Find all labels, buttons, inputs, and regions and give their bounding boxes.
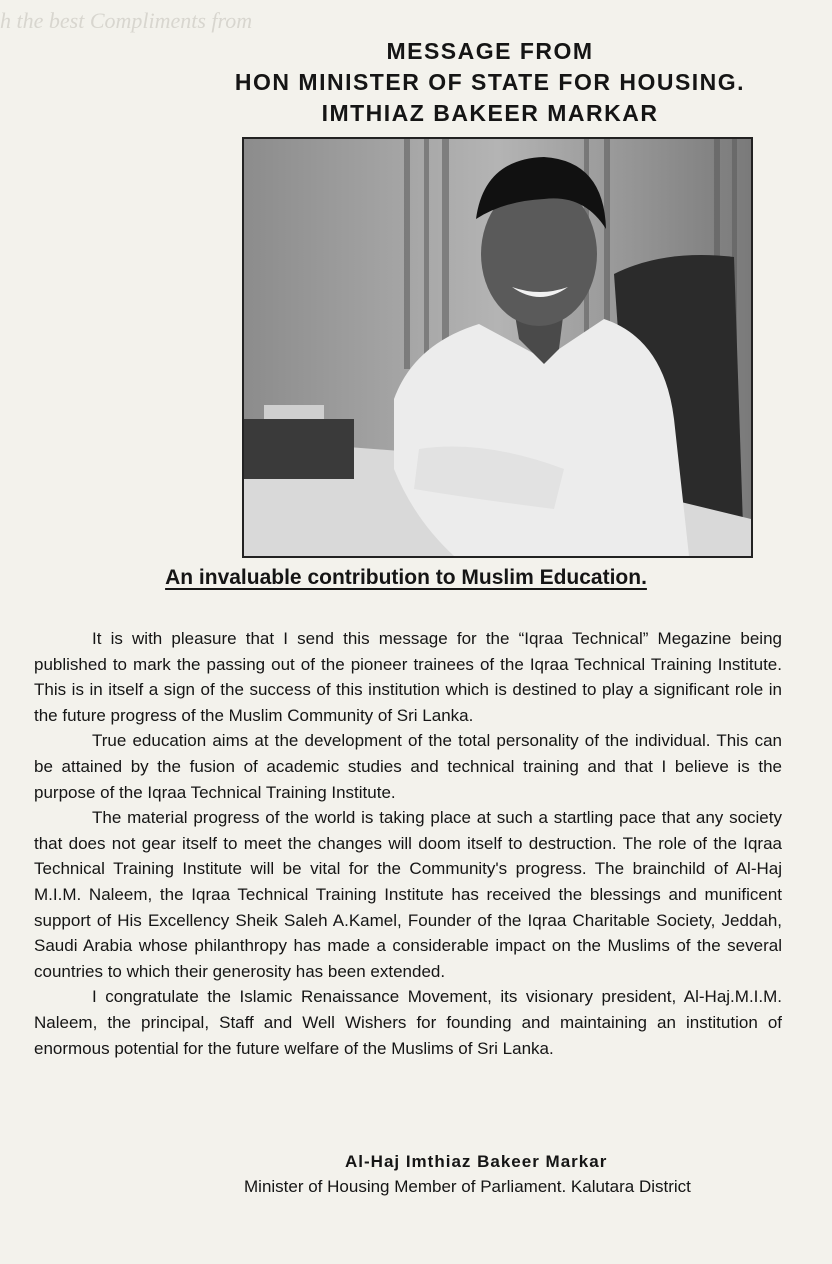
article-subtitle: An invaluable contribution to Muslim Education. [165,566,647,589]
minister-portrait-photo [242,137,753,558]
signatory-name: Al-Haj Imthiaz Bakeer Markar [345,1152,608,1171]
message-body [34,626,782,1061]
header-line-2: HON MINISTER OF STATE FOR HOUSING. [234,69,746,95]
paragraph-4: I congratulate the Islamic Renaissance Movement, its visionary president, Al-Haj.M.I.M. Naleem, the principal, Staff and Well Wishers for founding and maintaining an institution of enormous potential for the future welfare of the Muslims of Sri Lanka. [34,987,782,1058]
paragraph-3: The material progress of the world is taking place at such a startling pace that any society that does not gear itself to meet the changes will doom itself to destruction. The role of the Iqraa Technical Training Institute will be vital for the Community's progress. The brainchild of Al-Haj M.I.M. Naleem, the Iqraa Technical Training Institute has received the blessings and munificent support of His Excellency Sheik Saleh A.Kamel, Founder of the Iqraa Charitable Society, Jeddah, Saudi Arabia whose philanthropy has made a considerable impact on the Muslims of the several countries to which their generosity has been extended. [34,808,782,981]
signature-block [244,1150,784,1200]
paragraph-2: True education aims at the development of the total personality of the individual. This can be attained by the fusion of academic studies and technical training and that I believe is the purpose of the Iqraa Technical Training Institute. [34,731,782,802]
header-line-1: MESSAGE FROM [386,38,594,64]
message-header [180,36,800,129]
signatory-title: Minister of Housing Member of Parliament. Kalutara District [244,1177,691,1196]
header-line-3: IMTHIAZ BAKEER MARKAR [321,100,659,126]
show-through-text: h the best Compliments from [0,8,253,33]
paragraph-1: It is with pleasure that I send this message for the “Iqraa Technical” Megazine being published to mark the passing out of the pioneer trainees of the Iqraa Technical Training Institute. This is in itself a sign of the success of this institution which is destined to play a significant role in the future progress of the Muslim Community of Sri Lanka. [34,629,782,725]
